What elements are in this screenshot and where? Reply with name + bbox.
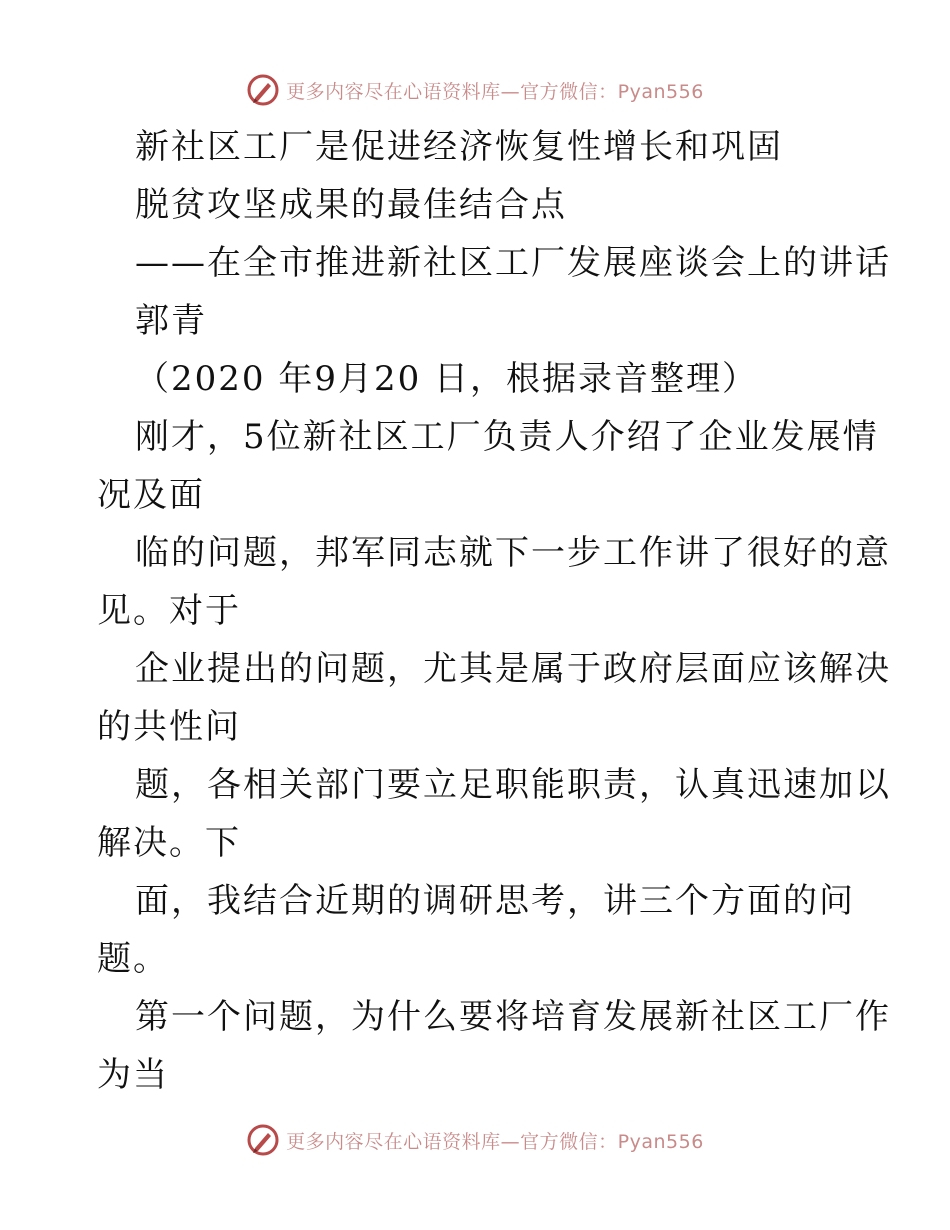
text-line: 解决。下 xyxy=(97,823,241,863)
text-line: 临的问题，邦军同志就下一步工作讲了很好的意 xyxy=(135,533,891,573)
text-line: 刚才，5位新社区工厂负责人介绍了企业发展情 xyxy=(135,417,879,457)
footer-watermark-banner xyxy=(0,1120,950,1160)
text-line: ——在全市推进新社区工厂发展座谈会上的讲话 xyxy=(135,243,891,283)
text-line: 脱贫攻坚成果的最佳结合点 xyxy=(135,185,567,225)
text-line: 题，各相关部门要立足职能职责，认真迅速加以 xyxy=(135,765,891,805)
header-watermark-banner xyxy=(0,70,950,110)
footer-watermark-text: 更多内容尽在心语资料库—官方微信：Pyan556 xyxy=(286,1130,704,1153)
header-watermark-text: 更多内容尽在心语资料库—官方微信：Pyan556 xyxy=(286,80,704,103)
text-line: 郭青 xyxy=(135,301,207,341)
pen-logo-icon xyxy=(246,73,280,107)
text-line: 新社区工厂是促进经济恢复性增长和巩固 xyxy=(135,127,783,167)
text-line: 况及面 xyxy=(97,475,205,515)
document-body xyxy=(97,118,891,1104)
text-line: 的共性问 xyxy=(97,707,241,747)
text-line: 为当 xyxy=(97,1055,169,1095)
text-line: 题。 xyxy=(97,939,169,979)
text-line: 企业提出的问题，尤其是属于政府层面应该解决 xyxy=(135,649,891,689)
text-line: 见。对于 xyxy=(97,591,241,631)
text-line: （2020 年9月20 日，根据录音整理） xyxy=(135,359,759,399)
pen-logo-icon xyxy=(246,1123,280,1157)
text-line: 第一个问题，为什么要将培育发展新社区工厂作 xyxy=(135,997,891,1037)
text-line: 面，我结合近期的调研思考，讲三个方面的问 xyxy=(135,881,855,921)
